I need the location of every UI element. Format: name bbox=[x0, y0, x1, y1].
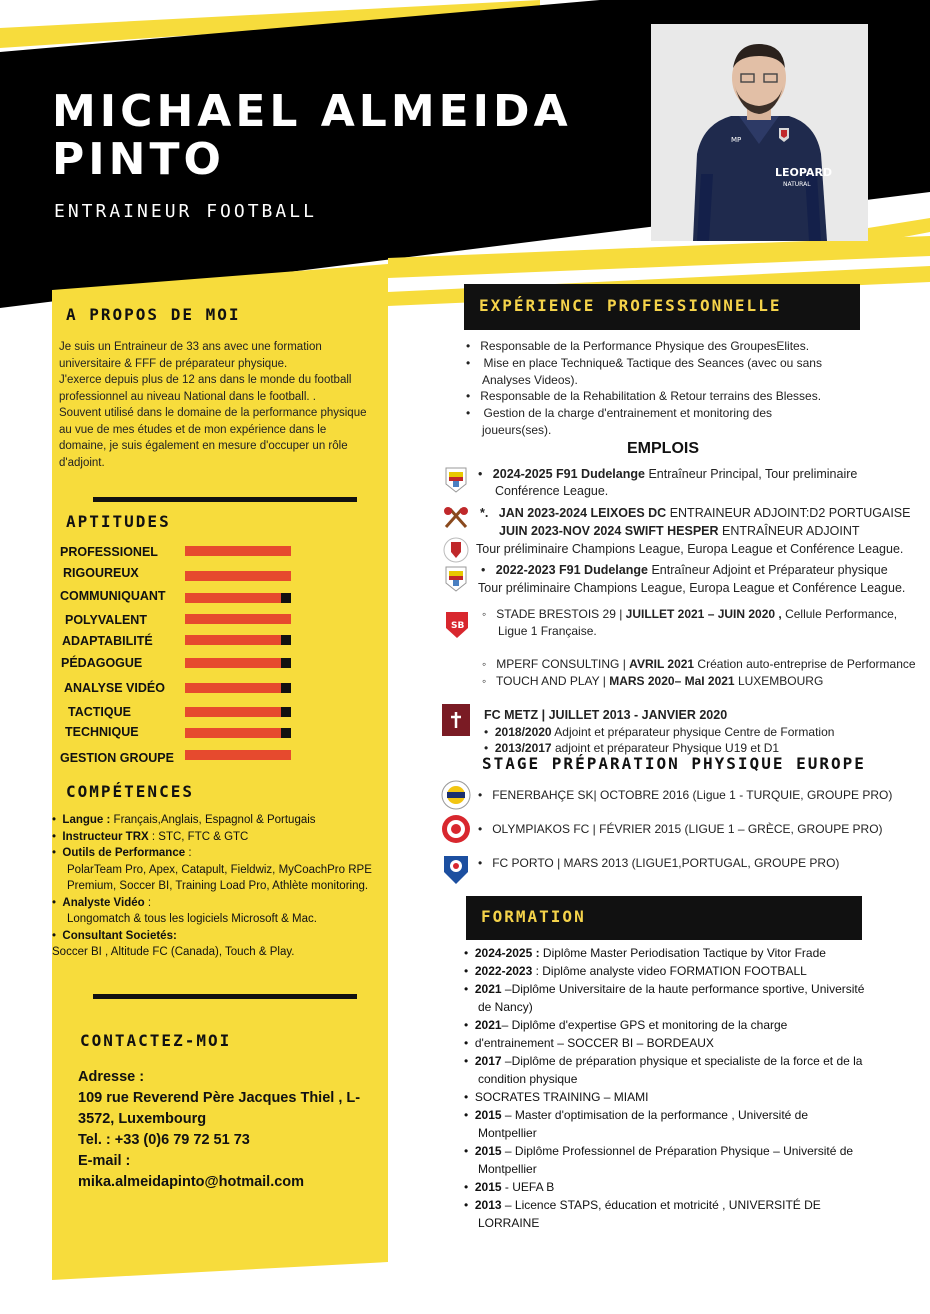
email-link[interactable]: mika.almeidapinto@hotmail.com bbox=[78, 1174, 305, 1190]
profile-photo bbox=[651, 24, 868, 241]
fc-porto-logo-icon bbox=[441, 852, 471, 886]
stage-item: • FENERBAHÇE SK| OCTOBRE 2016 (Ligue 1 - TURQUIE, GROUPE PRO) bbox=[478, 788, 893, 802]
swift-hesper-logo-icon bbox=[443, 536, 469, 564]
competences-list: • Langue : Français,Anglais, Espagnol & Portugais • Instructeur TRX : STC, FTC & GTC • Outils de Performance : PolarTeam Pro, Apex, Catapult, Fieldwiz, MyCoachPro RPE Premium, Soccer BI, Training Load Pro, Athlète monitoring. • Analyste Vidéo : Longomatch & tous les logiciels Microsoft & Mac. • Consultant Societés: Soccer BI , Altitude FC (Canada), Touch & Play. bbox=[52, 814, 372, 958]
job-entry: • 2022-2023 F91 Dudelange Entraîneur Adjoint et Préparateur physique bbox=[481, 563, 888, 577]
svg-text:MP: MP bbox=[731, 136, 742, 144]
skill-label: COMMUNIQUANT bbox=[60, 589, 166, 603]
skill-label: TACTIQUE bbox=[68, 705, 131, 719]
skill-label: POLYVALENT bbox=[65, 613, 147, 627]
candidate-name: MICHAEL ALMEIDA PINTO bbox=[52, 86, 572, 185]
leixoes-logo-icon bbox=[442, 505, 470, 531]
job-entry: • 2024-2025 F91 Dudelange Entraîneur Principal, Tour preliminaire Conférence League. bbox=[478, 467, 858, 498]
job-entry: ◦ MPERF CONSULTING | AVRIL 2021 Création auto-entreprise de Performance ◦ TOUCH AND PLAY | MARS 2020– MaI 2021 LUXEMBOURG bbox=[482, 657, 916, 688]
svg-text:SB: SB bbox=[451, 621, 465, 631]
divider bbox=[93, 994, 357, 999]
job-entry: JUIN 2023-NOV 2024 SWIFT HESPER ENTRAÎNEUR ADJOINT bbox=[499, 524, 860, 538]
divider bbox=[93, 497, 357, 502]
experience-title: EXPÉRIENCE PROFESSIONNELLE bbox=[464, 284, 860, 330]
skill-bar bbox=[185, 571, 291, 581]
about-text: Je suis un Entraineur de 33 ans avec une formation universitaire & FFF de préparateur physique. J'exerce depuis plus de 12 ans dans le monde du football professionnel au niveau National dans le football. . Souvent utilisé dans le domaine de la performance physique au vue de mes études et de mon expérience dans le domaine, je suis également en mesure d'occuper un rôle d'adjoint. bbox=[59, 341, 367, 469]
svg-text:NATURAL: NATURAL bbox=[783, 181, 811, 188]
skill-label: PÉDAGOGUE bbox=[61, 656, 143, 670]
stage-item: • OLYMPIAKOS FC | FÉVRIER 2015 (LIGUE 1 – GRÈCE, GROUPE PRO) bbox=[478, 822, 883, 836]
skill-bar bbox=[185, 728, 291, 738]
job-entry-detail: Tour préliminaire Champions League, Europa League et Conférence League. bbox=[476, 542, 904, 556]
skill-bar bbox=[185, 546, 291, 556]
olympiakos-logo-icon bbox=[441, 814, 471, 844]
fenerbahce-logo-icon bbox=[441, 780, 471, 810]
metz-title: FC METZ | JUILLET 2013 - JANVIER 2020 bbox=[484, 708, 728, 722]
stage-item: • FC PORTO | MARS 2013 (LIGUE1,PORTUGAL, GROUPE PRO) bbox=[478, 856, 840, 870]
skill-bar bbox=[185, 658, 291, 668]
stade-brestois-logo-icon bbox=[443, 608, 471, 640]
skill-bar bbox=[185, 750, 291, 760]
formation-list: • 2024-2025 : Diplôme Master Periodisation Tactique by Vitor Frade • 2022-2023 : Diplôme analyste video FORMATION FOOTBALL • 2021 –Diplôme Universitaire de la haute performance sportive, Université de Nancy) • 2021– Diplôme d'expertise GPS et monitoring de la charge • d'entrainement – SOCCER BI – BORDEAUX • 2017 –Diplôme de préparation physique et specialiste de la force et de la condition physique • SOCRATES TRAINING – MIAMI • 2015 – Master d'optimisation de la performance , Université de Montpellier • 2015 – Diplôme Professionnel de Préparation Physique – Université de Montpellier • 2015 - UEFA B • 2013 – Licence STAPS, éducation et motricité , UNIVERSITÉ DE LORRAINE bbox=[464, 946, 865, 1230]
f91-dudelange-logo-icon bbox=[444, 565, 468, 593]
stage-title: STAGE PRÉPARATION PHYSIQUE EUROPE bbox=[482, 754, 866, 773]
job-entry: *. JAN 2023-2024 LEIXOES DC ENTRAINEUR ADJOINT:D2 PORTUGAISE bbox=[480, 506, 911, 520]
metz-list: • 2018/2020 Adjoint et préparateur physique Centre de Formation • 2013/2017 adjoint et préparateur Physique U19 et D1 bbox=[484, 725, 835, 755]
skill-bar bbox=[185, 707, 291, 717]
aptitudes-title: APTITUDES bbox=[66, 512, 171, 531]
contact-title: CONTACTEZ-MOI bbox=[80, 1031, 232, 1050]
skill-bar bbox=[185, 614, 291, 624]
phone-number: Tel. : +33 (0)6 79 72 51 73 bbox=[78, 1132, 250, 1148]
f91-dudelange-logo-icon bbox=[444, 466, 468, 494]
contact-block: Adresse : 109 rue Reverend Père Jacques Thiel , L- 3572, Luxembourg Tel. : +33 (0)6 79 72 51 73 E-mail : mika.almeidapinto@hotmail.com bbox=[78, 1067, 378, 1193]
skill-label: TECHNIQUE bbox=[65, 725, 139, 739]
skill-bar bbox=[185, 593, 291, 603]
skill-label: ADAPTABILITÉ bbox=[62, 634, 153, 648]
about-title: A PROPOS DE MOI bbox=[66, 305, 241, 324]
skill-label: RIGOUREUX bbox=[63, 566, 139, 580]
skill-bar bbox=[185, 635, 291, 645]
job-entry-detail: Tour préliminaire Champions League, Europa League et Conférence League. bbox=[478, 581, 906, 595]
competences-title: COMPÉTENCES bbox=[66, 782, 194, 801]
skill-label: PROFESSIONEL bbox=[60, 545, 158, 559]
skill-label: ANALYSE VIDÉO bbox=[64, 681, 165, 695]
formation-title: FORMATION bbox=[466, 896, 862, 940]
svg-text:LEOPARD: LEOPARD bbox=[775, 166, 833, 179]
emplois-title: EMPLOIS bbox=[627, 440, 700, 457]
job-title: ENTRAINEUR FOOTBALL bbox=[54, 201, 317, 222]
skill-label: GESTION GROUPE bbox=[60, 751, 174, 765]
job-entry: ◦ STADE BRESTOIS 29 | JUILLET 2021 – JUIN 2020 , Cellule Performance, Ligue 1 Française. bbox=[482, 607, 898, 638]
skill-bar bbox=[185, 683, 291, 693]
experience-bullets: • Responsable de la Performance Physique des GroupesElites. • Mise en place Technique& Tactique des Seances (avec ou sans Analyses Videos). • Responsable de la Rehabilitation & Retour terrains des Blesses. • Gestion de la charge d'entrainement et monitoring des joueurs(ses). bbox=[466, 339, 822, 437]
fc-metz-logo-icon bbox=[442, 704, 470, 736]
